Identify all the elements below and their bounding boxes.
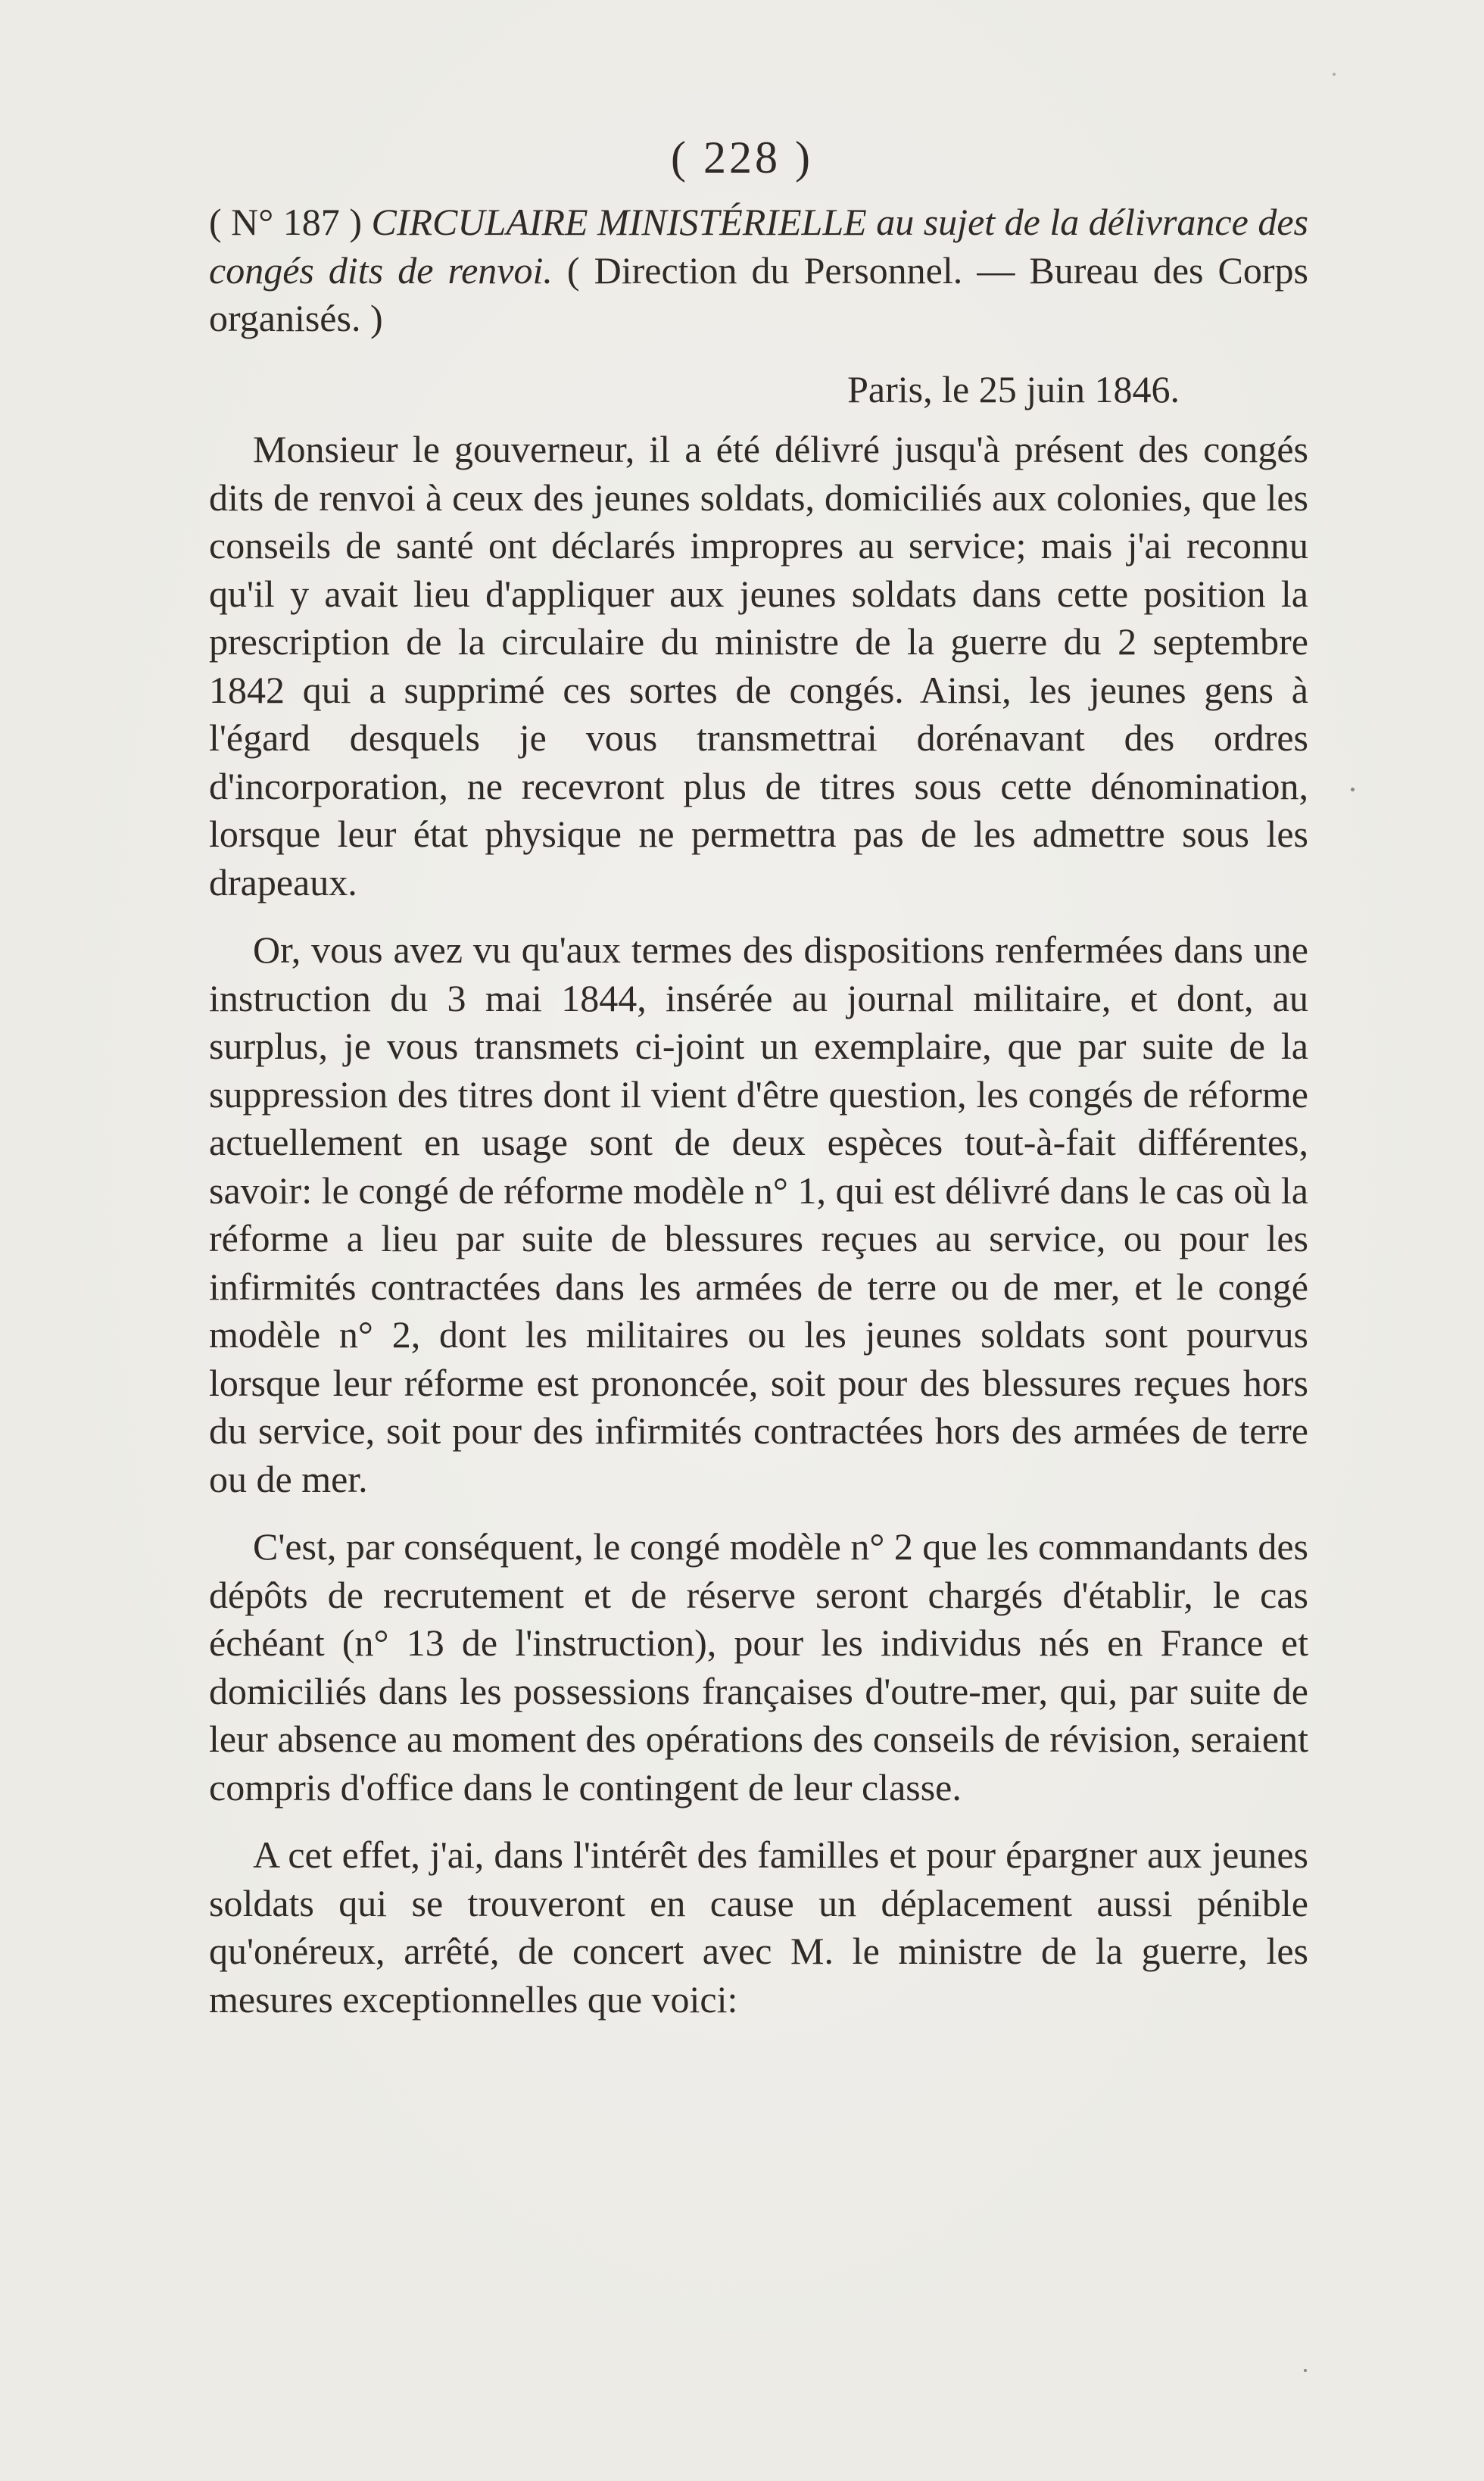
circular-direction: ( Direction du Personnel. — Bureau des Corps organisés. ) bbox=[209, 248, 1308, 339]
paragraph-2: Or, vous avez vu qu'aux termes des dispositions renfermées dans une instruction du 3 mai 1844, insérée au journal militaire, et dont, au surplus, je vous transmets ci-joint un exemplaire, que par suite de la suppression des titres dont il vient d'être question, les congés de réforme actuellement en usage sont de deux espèces tout-à-fait différentes, savoir: le congé de réforme modèle n° 1, qui est délivré dans le cas où la réforme a lieu par suite de blessures reçues au service, ou pour les infirmités contractées dans les armées de terre ou de mer, et le congé modèle n° 2, dont les militaires ou les jeunes soldats sont pourvus lorsque leur réforme est prononcée, soit pour des blessures reçues hors du service, soit pour des infirmités contractées hors des armées de terre ou de mer. bbox=[209, 928, 1308, 1500]
document-body bbox=[209, 198, 1308, 2043]
circular-heading bbox=[209, 198, 1308, 343]
dateline: Paris, le 25 juin 1846. bbox=[847, 367, 1180, 410]
circular-number: ( N° 187 ) bbox=[209, 201, 372, 243]
circular-subject: au sujet de la délivrance des congés dits de renvoi. bbox=[209, 201, 1308, 292]
paper-speck bbox=[1351, 788, 1355, 791]
paper-speck bbox=[1304, 2369, 1307, 2372]
paragraph-4: A cet effet, j'ai, dans l'intérêt des familles et pour épargner aux jeunes soldats qui se trouveront en cause un déplacement aussi pénible qu'onéreux, arrêté, de concert avec M. le ministre de la guerre, les mesures exceptionnelles que voici: bbox=[209, 1833, 1308, 2021]
circular-title: CIRCULAIRE MINISTÉRIELLE bbox=[371, 201, 867, 243]
paper-speck bbox=[1333, 73, 1336, 76]
paragraph-3: C'est, par conséquent, le congé modèle n° 2 que les commandants des dépôts de recrutement et de réserve seront chargés d'établir, le cas échéant (n° 13 de l'instruction), pour les individus nés en France et domiciliés dans les possessions françaises d'outre-mer, qui, par suite de leur absence au moment des opérations des conseils de révision, seraient compris d'office dans le contingent de leur classe. bbox=[209, 1525, 1308, 1808]
page-number: ( 228 ) bbox=[671, 133, 813, 183]
paragraph-1: Monsieur le gouverneur, il a été délivré jusqu'à présent des congés dits de renvoi à ceux des jeunes soldats, domiciliés aux colonies, que les conseils de santé ont déclarés impropres au service; mais j'ai reconnu qu'il y avait lieu d'appliquer aux jeunes soldats dans cette position la prescription de la circulaire du ministre de la guerre du 2 septembre 1842 qui a supprimé ces sortes de congés. Ainsi, les jeunes gens à l'égard desquels je vous transmettrai dorénavant des ordres d'incorporation, ne recevront plus de titres sous cette dénomination, lorsque leur état physique ne permettra pas de les admettre sous les drapeaux. bbox=[209, 428, 1308, 903]
